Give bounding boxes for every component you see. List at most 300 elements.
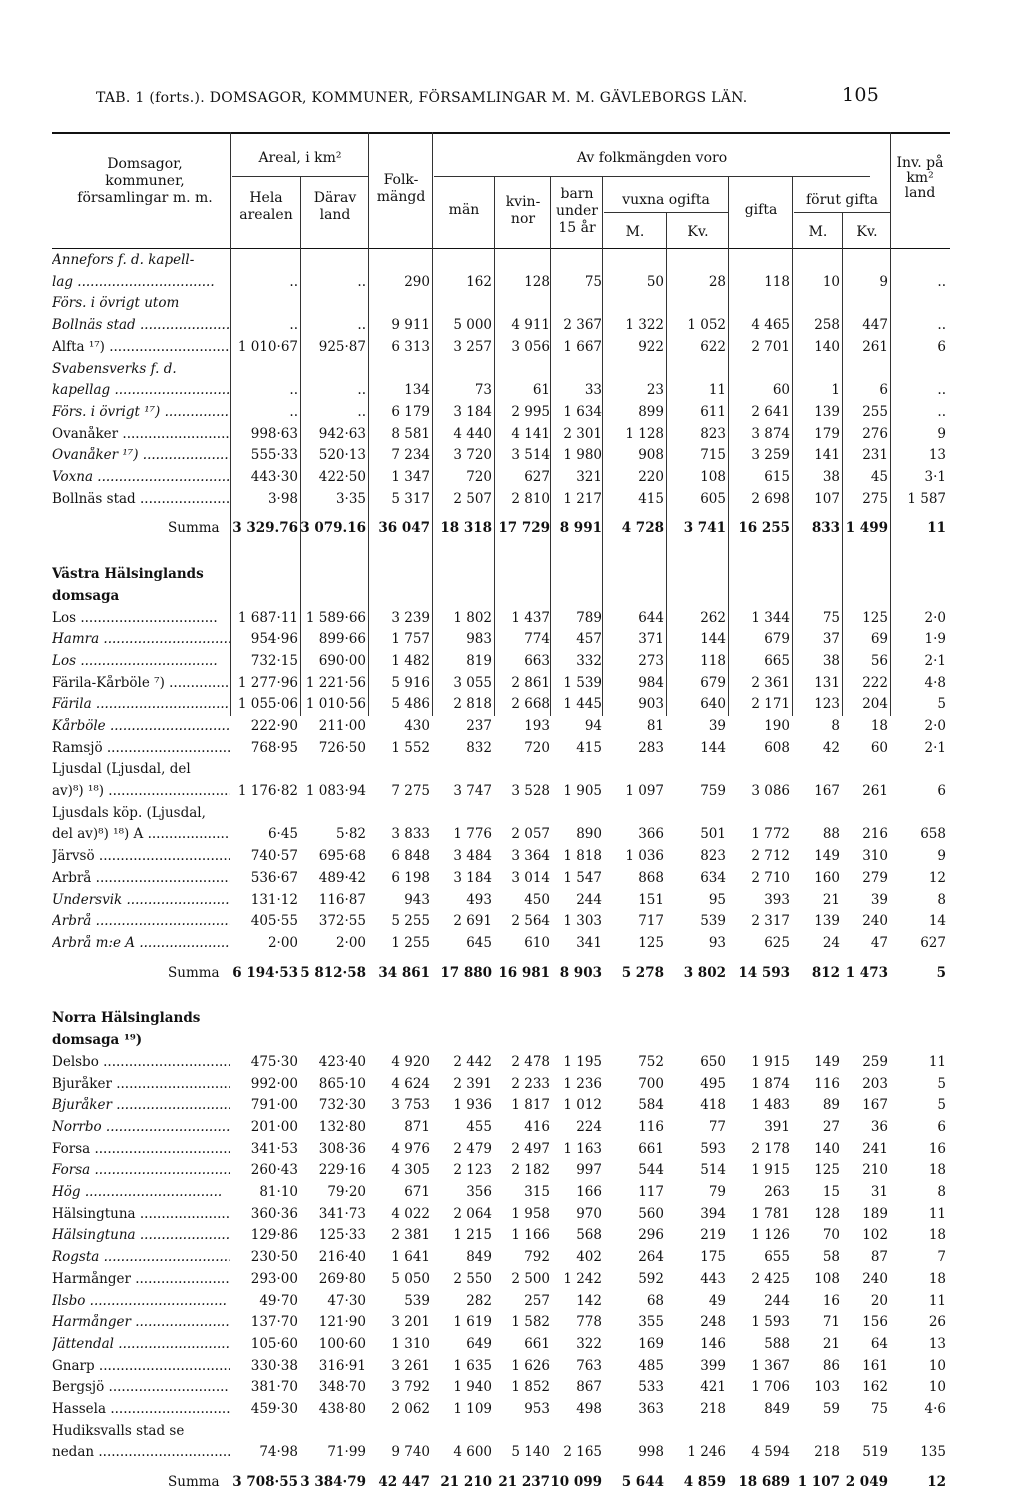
table-cell: 4 440 [453,425,492,442]
table-cell: 402 [576,1249,602,1266]
table-cell: 283 [638,739,664,756]
table-cell: 1 246 [687,1444,726,1461]
table-cell: 59 [822,1401,840,1417]
table-cell: 132·80 [318,1118,366,1135]
table-cell: 16 [928,1140,946,1157]
table-cell: 865·10 [318,1075,366,1092]
table-cell: 2 698 [751,490,790,507]
table-cell: 23 [646,382,664,399]
header-darav: Därav land [313,190,357,223]
table-cell: 360·36 [250,1205,298,1222]
table-cell: 18 [928,1227,946,1244]
table-cell: 6 179 [391,403,430,420]
header-av-folk: Av folkmängden voro [576,150,728,166]
table-cell: 457 [576,631,602,648]
table-cell: 86 [822,1357,840,1374]
table-cell: 310 [862,848,888,865]
table-cell: 6 194·53 [232,964,298,981]
row-label: Summa [168,964,220,981]
table-cell: 219 [700,1227,726,1244]
table-cell: 149 [814,848,840,865]
top-rule [52,132,950,134]
table-cell: 399 [700,1357,726,1374]
table-cell: 141 [814,447,840,464]
table-cell: 493 [466,891,492,908]
table-cell: 2 691 [453,913,492,930]
row-label: Ovanåker ¹⁷) ..... [52,447,230,463]
table-cell: 661 [524,1335,550,1352]
row-label: Ramsjö ..... [52,740,230,756]
table-cell: 1 706 [751,1379,790,1396]
table-cell: 6 198 [391,869,430,886]
table-cell: 139 [814,913,840,930]
table-cell: 6·45 [267,826,298,843]
table-cell: 663 [524,652,550,669]
header-gifta: gifta [744,202,778,218]
table-cell: 4 594 [751,1444,790,1461]
table-cell: 3 833 [391,826,430,843]
table-cell: 943 [404,891,430,908]
table-cell: 418 [700,1097,726,1114]
table-cell: 2 995 [511,403,550,420]
row-label: Ilsbo ..... [52,1293,230,1309]
row-label-continued: domsaga ¹⁹) [52,1032,143,1049]
table-cell: 56 [870,652,888,669]
table-cell: 3 708·55 [232,1474,298,1490]
table-cell: 169 [638,1335,664,1352]
header-man: män [448,202,480,218]
table-cell: 438·80 [318,1401,366,1417]
table-cell: 108 [700,469,726,485]
table-cell: 203 [862,1075,888,1092]
table-cell: 871 [404,1118,430,1135]
table-cell: 610 [524,935,550,951]
row-label: Jättendal ..... [52,1336,230,1352]
table-cell: 36 [870,1118,888,1135]
table-cell: 768·95 [250,739,298,756]
table-cell: 8 991 [559,520,602,537]
table-cell: 2 057 [511,826,550,843]
table-cell: 70 [822,1227,840,1244]
table-cell: 752 [638,1053,664,1070]
table-cell: .. [357,273,366,290]
table-cell: 1 163 [563,1140,602,1157]
table-cell: 640 [700,696,726,713]
table-cell: 263 [764,1184,790,1200]
row-label: Annefors f. d. kapell- [52,252,195,268]
table-cell: 3 201 [391,1314,430,1331]
table-cell: 1 217 [563,490,602,507]
table-cell: 162 [466,273,492,290]
row-label: Förs. i övrigt utom [52,295,180,312]
table-cell: 627 [920,935,946,951]
table-cell: 1 109 [453,1401,492,1417]
table-cell: 992·00 [250,1075,298,1092]
table-cell: 715 [700,447,726,464]
table-cell: 128 [524,273,550,290]
table-cell: 1 915 [751,1053,790,1070]
row-label: Hälsingtuna ..... [52,1227,230,1243]
table-cell: 50 [646,273,664,290]
table-cell: 679 [764,631,790,648]
table-cell: 8 [937,891,946,908]
table-cell: 2 861 [511,674,550,691]
table-cell: 645 [466,935,492,951]
table-cell: 2 171 [751,696,790,713]
table-cell: 332 [576,652,602,669]
table-cell: 341 [576,935,602,951]
table-cell: 5 317 [391,490,430,507]
row-label: Norrbo ..... [52,1119,230,1135]
table-cell: 14 [928,913,946,930]
table-cell: 9 911 [391,317,430,334]
table-cell: 4 859 [683,1474,726,1490]
table-cell: 1 055·06 [237,696,298,713]
row-label: Norra Hälsinglands [52,1010,201,1027]
row-label: Svabensverks f. d. [52,360,177,377]
table-cell: 1 936 [453,1097,492,1114]
table-cell: 330·38 [250,1357,298,1374]
table-cell: 2 507 [453,490,492,507]
page-header [96,84,956,114]
table-cell: 5 [937,1097,946,1114]
row-label: Förs. i övrigt ¹⁷) ..... [52,404,230,420]
table-cell: 1 874 [751,1075,790,1092]
table-cell: 450 [524,891,550,908]
table-cell: 5 255 [391,913,430,930]
table-cell: 3·1 [924,469,946,485]
table-cell: 3 792 [391,1379,430,1396]
table-cell: 21 [822,891,840,908]
table-cell: 39 [708,718,726,734]
table-cell: 42 [822,739,840,756]
table-cell: 11 [708,382,726,399]
table-cell: 6 848 [391,848,430,865]
row-label-continued: domsaga [52,587,120,604]
table-cell: 5 [937,1075,946,1092]
table-cell: 1 587 [907,490,946,507]
table-cell: 1 166 [511,1227,550,1244]
table-cell: 1 052 [687,317,726,334]
table-cell: 644 [638,609,664,626]
table-cell: 27 [822,1118,840,1135]
table-cell: 475·30 [250,1053,298,1070]
table-cell: 2 500 [511,1270,550,1287]
table-cell: 4 911 [511,317,550,334]
table-cell: 372·55 [318,913,366,930]
table-cell: 121·90 [318,1314,366,1331]
table-cell: 1 817 [511,1097,550,1114]
table-cell: 498 [576,1401,602,1417]
table-cell: 8 581 [391,425,430,442]
table-cell: 161 [862,1357,888,1374]
header-vuxna-kv: Kv. [687,224,709,240]
table-cell: 17 729 [498,520,550,537]
row-label: Forsa ..... [52,1141,230,1157]
table-cell: 118 [764,273,790,290]
header-inv: Inv. på km² land [896,155,944,201]
row-label: Los ..... [52,610,230,626]
table-cell: 224 [576,1118,602,1135]
table-cell: 908 [638,447,664,464]
table-cell: 12 [928,869,946,886]
table-cell: 229·16 [318,1162,366,1179]
row-label: Bergsjö ..... [52,1379,230,1395]
table-cell: 140 [814,1140,840,1157]
table-cell: 3 184 [453,403,492,420]
table-cell: 791·00 [250,1097,298,1114]
table-cell: 13 [928,1335,946,1352]
table-cell: 1 482 [391,652,430,669]
table-cell: 45 [870,469,888,485]
table-cell: 128 [814,1205,840,1222]
table-cell: 823 [700,848,726,865]
table-cell: 868 [638,869,664,886]
table-cell: .. [937,273,946,290]
table-cell: 568 [576,1227,602,1244]
table-cell: 142 [576,1292,602,1309]
table-cell: 4·8 [924,674,946,691]
table-cell: 125 [638,935,664,951]
table-cell: 823 [700,425,726,442]
table-cell: 21 [822,1335,840,1352]
table-cell: 125 [862,609,888,626]
table-cell: 622 [700,338,726,355]
table-cell: 2 049 [845,1474,888,1490]
table-cell: 134 [404,382,430,399]
table-cell: 649 [466,1335,492,1352]
table-cell: 5 644 [621,1474,664,1490]
table-cell: 1 980 [563,447,602,464]
table-cell: 720 [466,469,492,485]
table-cell: 69 [870,631,888,648]
table-cell: 5 [936,964,946,981]
table-cell: 5 050 [391,1270,430,1287]
table-cell: 2·1 [924,652,946,669]
table-cell: 244 [576,891,602,908]
table-cell: 459·30 [250,1401,298,1417]
table-cell: 539 [700,913,726,930]
table-cell: 519 [862,1444,888,1461]
table-cell: 998·63 [250,425,298,442]
table-cell: 4 976 [391,1140,430,1157]
row-label: Hamra ..... [52,631,230,647]
table-cell: 9 [879,273,888,290]
table-cell: 290 [404,273,430,290]
row-label-continued: av)⁸) ¹⁸) ..... [52,783,230,799]
table-cell: 867 [576,1379,602,1396]
table-cell: 79 [708,1184,726,1200]
row-label: Kårböle ..... [52,718,230,734]
table-cell: 2 317 [751,913,790,930]
table-cell: 79·20 [327,1184,366,1200]
row-label: Färila-Kårböle ⁷) ..... [52,675,230,691]
table-cell: 1 310 [391,1335,430,1352]
table-cell: 201·00 [250,1118,298,1135]
table-cell: 244 [764,1292,790,1309]
table-cell: 1 012 [563,1097,602,1114]
table-cell: 1 [831,382,840,399]
table-cell: 5 278 [621,964,664,981]
table-cell: 4 141 [511,425,550,442]
table-cell: 4 022 [391,1205,430,1222]
table-cell: 42 447 [378,1474,430,1490]
table-cell: 8 [831,718,840,734]
table-cell: 3 874 [751,425,790,442]
table-cell: 49·70 [259,1292,298,1309]
table-cell: 1 940 [453,1379,492,1396]
table-cell: 3 086 [751,783,790,800]
table-cell: 7 [937,1249,946,1266]
table-cell: 71·99 [327,1444,366,1461]
table-cell: 260·43 [250,1162,298,1179]
header-forut-kv: Kv. [856,224,878,240]
table-cell: 341·73 [318,1205,366,1222]
table-cell: 321 [576,469,602,485]
table-cell: 3 239 [391,609,430,626]
table-cell: 627 [524,469,550,485]
table-cell: 315 [524,1184,550,1200]
table-cell: 661 [638,1140,664,1157]
table-cell: 2 712 [751,848,790,865]
table-cell: 107 [814,490,840,507]
table-cell: 2 123 [453,1162,492,1179]
row-label: Summa [168,520,220,537]
table-cell: 717 [638,913,664,930]
table-cell: 276 [862,425,888,442]
table-cell: 650 [700,1053,726,1070]
table-cell: 94 [584,718,602,734]
table-cell: 231 [862,447,888,464]
table-cell: 18 [928,1162,946,1179]
table-cell: 4·6 [924,1401,946,1417]
table-cell: 1 221·56 [305,674,366,691]
table-cell: 2·1 [924,739,946,756]
table-cell: 2 178 [751,1140,790,1157]
table-cell: 269·80 [318,1270,366,1287]
table-cell: 11 [928,1053,946,1070]
table-cell: 6 [937,338,946,355]
row-label: Bjuråker ..... [52,1076,230,1092]
table-cell: .. [937,403,946,420]
row-label-continued: del av)⁸) ¹⁸) A ..... [52,826,230,842]
table-cell: 261 [862,338,888,355]
page-number: 105 [842,84,880,106]
table-cell: 1 126 [751,1227,790,1244]
table-cell: 293·00 [250,1270,298,1287]
table-cell: 2 165 [563,1444,602,1461]
table-cell: 1 818 [563,848,602,865]
table-cell: 890 [576,826,602,843]
table-cell: 248 [700,1314,726,1331]
table-cell: 74·98 [259,1444,298,1461]
row-label: Alfta ¹⁷) ..... [52,339,230,355]
table-cell: 131·12 [250,891,298,908]
table-cell: 160 [814,869,840,886]
table-cell: 819 [466,652,492,669]
table-cell: .. [357,403,366,420]
table-cell: 393 [764,891,790,908]
table-cell: 2 550 [453,1270,492,1287]
table-cell: 24 [822,935,840,951]
header-name: Domsagor, kommuner, församlingar m. m. [77,156,213,206]
table-cell: 16 [822,1292,840,1309]
table-cell: 21 237 [498,1474,550,1490]
table-cell: 3 384·79 [300,1474,366,1490]
table-cell: 137·70 [250,1314,298,1331]
table-cell: 391 [764,1118,790,1135]
table-cell: 954·96 [250,631,298,648]
table-cell: 774 [524,631,550,648]
table-cell: 833 [811,520,840,537]
table-cell: 608 [764,739,790,756]
table-cell: 240 [862,913,888,930]
table-cell: 1 852 [511,1379,550,1396]
table-cell: 102 [862,1227,888,1244]
table-cell: 179 [814,425,840,442]
table-cell: 970 [576,1205,602,1222]
table-cell: 216 [862,826,888,843]
table-cell: 131 [814,674,840,691]
table-cell: 514 [700,1162,726,1179]
table-cell: 812 [811,964,840,981]
table-cell: 998 [638,1444,664,1461]
table-cell: 5 [937,696,946,713]
table-cell: 740·57 [250,848,298,865]
table-cell: 60 [772,382,790,399]
table-cell: 3 747 [453,783,492,800]
table-cell: 1 107 [797,1474,840,1490]
table-cell: 151 [638,891,664,908]
table-cell: 3 184 [453,869,492,886]
table-cell: 3 257 [453,338,492,355]
table-cell: 422·50 [318,469,366,485]
table-cell: 363 [638,1401,664,1417]
table-cell: 533 [638,1379,664,1396]
table-cell: 423·40 [318,1053,366,1070]
table-cell: 984 [638,674,664,691]
table-cell: 394 [700,1205,726,1222]
table-cell: 10 099 [550,1474,602,1490]
table-cell: 759 [700,783,726,800]
table-cell: 658 [920,826,946,843]
table-cell: 167 [862,1097,888,1114]
table-cell: 118 [700,652,726,669]
table-cell: 495 [700,1075,726,1092]
table-cell: 259 [862,1053,888,1070]
table-cell: 3 720 [453,447,492,464]
table-cell: 2 701 [751,338,790,355]
header-forut: förut gifta [806,192,878,208]
table-cell: 355 [638,1314,664,1331]
row-label-continued: Bollnäs stad ..... [52,317,230,333]
table-cell: 3 528 [511,783,550,800]
table-cell: 3 056 [511,338,550,355]
table-cell: 1 483 [751,1097,790,1114]
row-label: Undersvik ..... [52,892,230,908]
table-cell: 1 367 [751,1357,790,1374]
table-cell: 125·33 [318,1227,366,1244]
table-cell: 190 [764,718,790,734]
table-cell: 2 479 [453,1140,492,1157]
table-cell: 501 [700,826,726,843]
table-cell: 1 322 [625,317,664,334]
table-cell: 1 958 [511,1205,550,1222]
table-cell: 81·10 [259,1184,298,1200]
table-cell: 4 728 [621,520,664,537]
table-cell: 922 [638,338,664,355]
table-cell: 615 [764,469,790,485]
